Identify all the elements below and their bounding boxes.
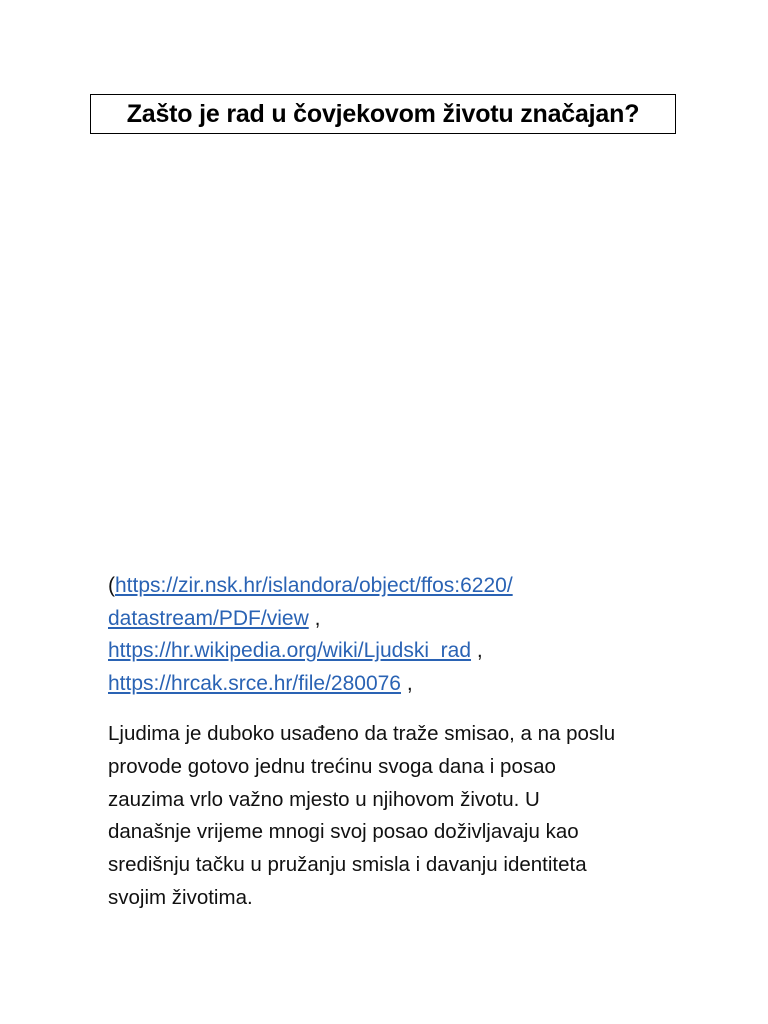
reference-separator: , bbox=[401, 671, 413, 695]
paragraph-line: današnje vrijeme mnogi svoj posao doživljavaju kao bbox=[108, 820, 579, 844]
paragraph-line: svojim životima. bbox=[108, 885, 253, 909]
paragraph-line: provode gotovo jednu trećinu svoga dana i posao bbox=[108, 754, 556, 778]
reference-link-zir-nsk-continued[interactable]: datastream/PDF/view bbox=[108, 606, 309, 630]
paragraph-line: središnju tačku u pružanju smisla i davanju identiteta bbox=[108, 853, 587, 877]
reference-link-wikipedia[interactable]: https://hr.wikipedia.org/wiki/Ljudski_rad bbox=[108, 639, 472, 662]
reference-line-2 bbox=[108, 603, 708, 636]
reference-separator: , bbox=[308, 606, 321, 630]
paragraph-line: zauzima vrlo važno mjesto u njihovom životu. U bbox=[108, 787, 540, 811]
paragraph-line: Ljudima je duboko usađeno da traže smisao, a na poslu bbox=[108, 722, 616, 745]
references-block bbox=[108, 570, 708, 700]
reference-line-3 bbox=[108, 635, 708, 668]
reference-separator: , bbox=[471, 639, 483, 662]
reference-link-zir-nsk[interactable]: https://zir.nsk.hr/islandora/object/ffos:6220/ bbox=[115, 574, 513, 597]
reference-line-1 bbox=[108, 570, 708, 603]
reference-line-4 bbox=[108, 668, 708, 701]
title-box bbox=[90, 94, 676, 134]
reference-link-hrcak[interactable]: https://hrcak.srce.hr/file/280076 bbox=[108, 671, 401, 695]
open-paren: ( bbox=[108, 574, 115, 597]
body-paragraph bbox=[108, 718, 708, 915]
page-title: Zašto je rad u čovjekovom životu značajan? bbox=[126, 99, 640, 128]
